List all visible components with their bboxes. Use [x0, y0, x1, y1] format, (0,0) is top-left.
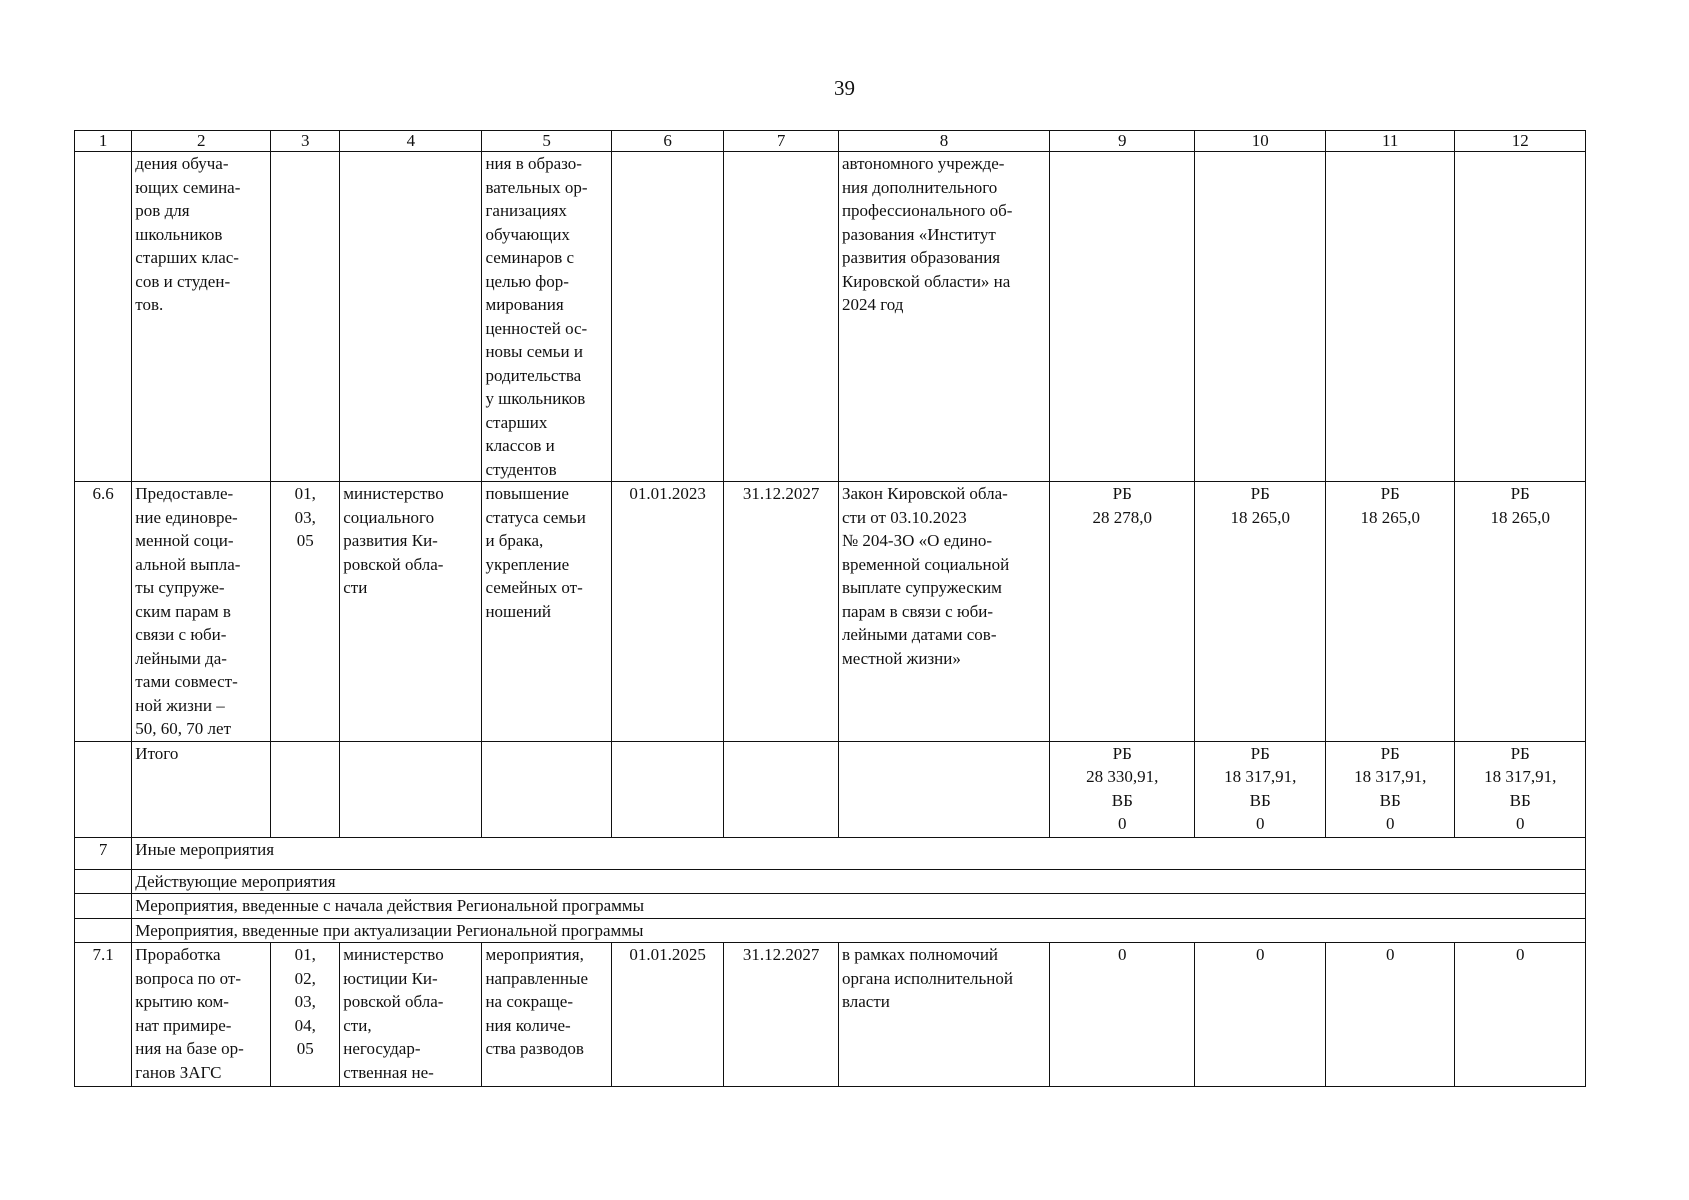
- total-2025-cell: РБ 18 317,91, ВБ 0: [1195, 741, 1326, 837]
- cell-empty: [75, 918, 132, 943]
- expected-result-cell: ния в образо- вательных ор- ганизациях обучающих семинаров с целью фор- мирования ценностей ос- новы семьи и родительства у школьников старших классов и студентов: [482, 152, 611, 482]
- funding-2024-cell: 0: [1050, 943, 1195, 1087]
- expected-result-cell: мероприятия, направленные на сокраще- ния количе- ства разводов: [482, 943, 611, 1087]
- total-2027-cell: РБ 18 317,91, ВБ 0: [1455, 741, 1586, 837]
- cell-empty: [1455, 152, 1586, 482]
- cell-empty: [340, 741, 482, 837]
- tasks-cell: 01, 02, 03, 04, 05: [271, 943, 340, 1087]
- row-number: 6.6: [75, 482, 132, 742]
- total-2026-cell: РБ 18 317,91, ВБ 0: [1325, 741, 1454, 837]
- cell-empty: [75, 894, 132, 919]
- cell-empty: [1325, 152, 1454, 482]
- event-name-cell: Предоставле- ние единовре- менной соци- альной выпла- ты супруже- ским парам в связи с юби- лейными да- тами совмест- ной жизни – 50, 60, 70 лет: [132, 482, 271, 742]
- subheader-introduced-update: Мероприятия, введенные при актуализации Региональной программы: [132, 918, 1586, 943]
- subheader-row: [75, 918, 1586, 943]
- col-header-6: 6: [611, 131, 723, 152]
- funding-2026-cell: 0: [1325, 943, 1454, 1087]
- cell-empty: [1050, 152, 1195, 482]
- column-numbers-row: [75, 131, 1586, 152]
- cell-empty: [75, 869, 132, 894]
- funding-2025-cell: РБ 18 265,0: [1195, 482, 1326, 742]
- continuation-row: [75, 152, 1586, 482]
- col-header-11: 11: [1325, 131, 1454, 152]
- funding-2026-cell: РБ 18 265,0: [1325, 482, 1454, 742]
- section-title: Иные мероприятия: [132, 837, 1586, 869]
- funding-2027-cell: РБ 18 265,0: [1455, 482, 1586, 742]
- col-header-4: 4: [340, 131, 482, 152]
- col-header-10: 10: [1195, 131, 1326, 152]
- subheader-introduced-start: Мероприятия, введенные с начала действия Региональной программы: [132, 894, 1586, 919]
- end-date-cell: 31.12.2027: [724, 943, 839, 1087]
- funding-2024-cell: РБ 28 278,0: [1050, 482, 1195, 742]
- executor-cell: министерство юстиции Ки- ровской обла- сти, негосудар- ственная не-: [340, 943, 482, 1087]
- cell-empty: [611, 741, 723, 837]
- section-number: 7: [75, 837, 132, 869]
- cell-empty: [75, 741, 132, 837]
- col-header-9: 9: [1050, 131, 1195, 152]
- basis-cell: автономного учрежде- ния дополнительного профессионального об- разования «Институт развития образования Кировской области» на 2024 год: [838, 152, 1049, 482]
- event-name-cell: Проработка вопроса по от- крытию ком- нат примире- ния на базе ор- ганов ЗАГС: [132, 943, 271, 1087]
- cell-empty: [838, 741, 1049, 837]
- start-date-cell: 01.01.2023: [611, 482, 723, 742]
- cell-empty: [724, 152, 839, 482]
- cell-empty: [1195, 152, 1326, 482]
- funding-2025-cell: 0: [1195, 943, 1326, 1087]
- cell-empty: [271, 741, 340, 837]
- subheader-row: [75, 894, 1586, 919]
- total-label: Итого: [132, 741, 271, 837]
- col-header-5: 5: [482, 131, 611, 152]
- col-header-3: 3: [271, 131, 340, 152]
- tasks-cell: 01, 03, 05: [271, 482, 340, 742]
- expected-result-cell: повышение статуса семьи и брака, укрепление семейных от- ношений: [482, 482, 611, 742]
- end-date-cell: 31.12.2027: [724, 482, 839, 742]
- page-number: 39: [834, 76, 855, 100]
- subheader-row: [75, 869, 1586, 894]
- section-row: [75, 837, 1586, 869]
- table-row: [75, 482, 1586, 742]
- cell-empty: [724, 741, 839, 837]
- cell-empty: [611, 152, 723, 482]
- cell-empty: [75, 152, 132, 482]
- total-2024-cell: РБ 28 330,91, ВБ 0: [1050, 741, 1195, 837]
- col-header-12: 12: [1455, 131, 1586, 152]
- subheader-active: Действующие мероприятия: [132, 869, 1586, 894]
- col-header-7: 7: [724, 131, 839, 152]
- cell-empty: [482, 741, 611, 837]
- col-header-8: 8: [838, 131, 1049, 152]
- program-table: [74, 130, 1586, 1087]
- cell-empty: [271, 152, 340, 482]
- col-header-2: 2: [132, 131, 271, 152]
- event-name-cell: дения обуча- ющих семина- ров для школьников старших клас- сов и студен- тов.: [132, 152, 271, 482]
- table-row: [75, 943, 1586, 1087]
- basis-cell: Закон Кировской обла- сти от 03.10.2023 № 204-ЗО «О едино- временной социальной выплате супружеским парам в связи с юби- лейными датами сов- местной жизни»: [838, 482, 1049, 742]
- funding-2027-cell: 0: [1455, 943, 1586, 1087]
- start-date-cell: 01.01.2025: [611, 943, 723, 1087]
- total-row: [75, 741, 1586, 837]
- col-header-1: 1: [75, 131, 132, 152]
- row-number: 7.1: [75, 943, 132, 1087]
- executor-cell: министерство социального развития Ки- ровской обла- сти: [340, 482, 482, 742]
- cell-empty: [340, 152, 482, 482]
- basis-cell: в рамках полномочий органа исполнительной власти: [838, 943, 1049, 1087]
